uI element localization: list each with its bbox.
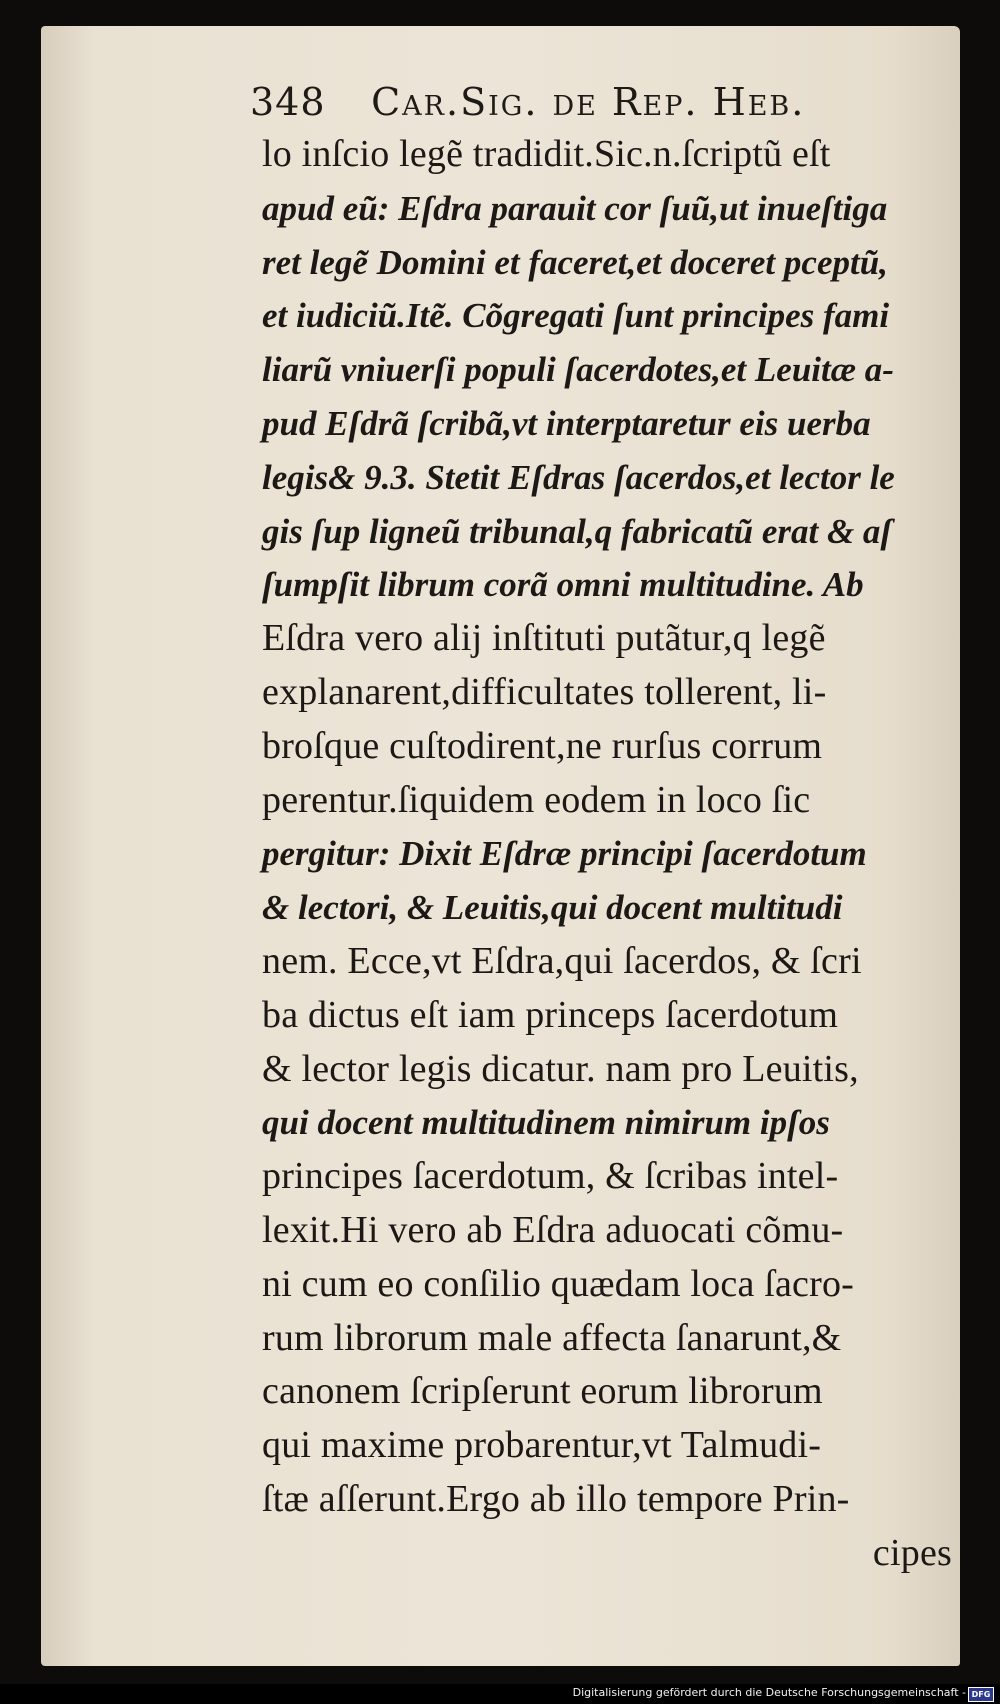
- text-line: & lectori, & Leuitis,qui docent multitudi: [262, 888, 843, 928]
- text-line: & lector legis dicatur. nam pro Leuitis,: [262, 1047, 859, 1090]
- text-line: qui docent multitudinem nimirum ipſos: [262, 1103, 830, 1143]
- text-line: canonem ſcripſerunt eorum librorum: [262, 1370, 823, 1413]
- text-line: qui maxime probarentur,vt Talmudi-: [262, 1424, 822, 1467]
- text-line: Eſdra vero alij inſtituti putãtur,q legẽ: [262, 617, 826, 660]
- text-line: principes ſacerdotum, & ſcribas intel-: [262, 1155, 839, 1198]
- text-line: nem. Ecce,vt Eſdra,qui ſacerdos, & ſcri: [262, 939, 862, 982]
- text-line: lexit.Hi vero ab Eſdra aduocati cõmu-: [262, 1208, 844, 1251]
- text-line: liarũ vniuerſi populi ſacerdotes,et Leuitæ a-: [262, 350, 894, 390]
- text-line: ret legẽ Domini et faceret,et doceret pceptũ,: [262, 242, 888, 282]
- page-number: 348: [250, 80, 326, 124]
- text-line: explanarent,difficultates tollerent, li-: [262, 670, 827, 713]
- text-line: apud eũ: Eſdra parauit cor ſuũ,ut inueſtiga: [262, 188, 888, 228]
- body-text: [262, 128, 952, 1581]
- text-line: ni cum eo conſilio quædam loca ſacro-: [262, 1262, 855, 1305]
- text-line: legis& 9.3. Stetit Eſdras ſacerdos,et lector le: [262, 457, 895, 497]
- text-line: pergitur: Dixit Eſdræ principi ſacerdotum: [262, 834, 867, 874]
- digitization-credit: Digitalisierung gefördert durch die Deutsche Forschungsgemeinschaft -: [572, 1686, 966, 1699]
- catchword: cipes: [872, 1531, 952, 1574]
- text-line: ſtæ aſſerunt.Ergo ab illo tempore Prin-: [262, 1477, 850, 1520]
- dfg-logo-icon: DFG: [968, 1687, 994, 1702]
- text-line: pud Eſdrã ſcribã,vt interptaretur eis uerba: [262, 403, 871, 443]
- text-line: rum librorum male affecta ſanarunt,&: [262, 1316, 842, 1359]
- text-line: gis ſup ligneũ tribunal,q fabricatũ erat & aſ: [262, 511, 893, 551]
- text-line: broſque cuſtodirent,ne rurſus corrum: [262, 724, 823, 767]
- text-line: perentur.ſiquidem eodem in loco ſic: [262, 778, 811, 821]
- text-line: lo inſcio legẽ tradidit.Sic.n.ſcriptũ eſt: [262, 133, 831, 175]
- text-line: ba dictus eſt iam princeps ſacerdotum: [262, 993, 839, 1036]
- text-line: et iudiciũ.Itẽ. Cõgregati ſunt principes fami: [262, 296, 890, 336]
- running-title: Car.Sig. de Rep. Heb.: [371, 80, 806, 124]
- text-line: ſumpſit librum corã omni multitudine. Ab: [262, 565, 864, 605]
